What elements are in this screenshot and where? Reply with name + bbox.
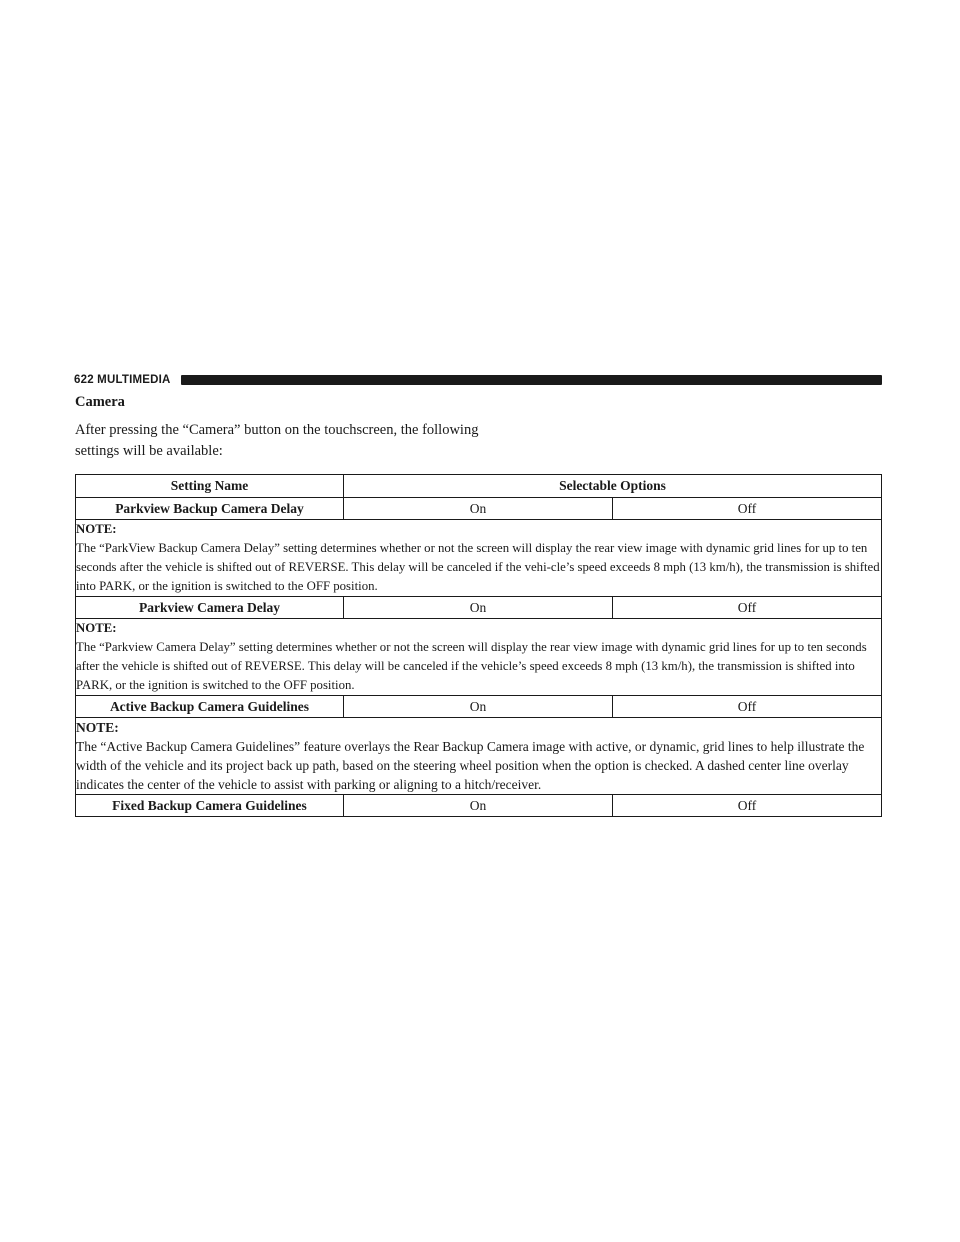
page-header <box>74 372 882 388</box>
note-label: NOTE: <box>76 621 117 635</box>
table-row <box>76 597 882 619</box>
table-header-row <box>76 475 882 498</box>
section-title: Camera <box>75 394 125 410</box>
option-on: On <box>344 597 613 619</box>
settings-table <box>75 474 882 817</box>
note-row <box>76 619 882 696</box>
option-on: On <box>344 696 613 718</box>
setting-name: Active Backup Camera Guidelines <box>76 696 344 718</box>
header-rule <box>181 375 882 385</box>
setting-name: Parkview Camera Delay <box>76 597 344 619</box>
column-header-selectable-options: Selectable Options <box>344 475 882 498</box>
setting-name: Parkview Backup Camera Delay <box>76 498 344 520</box>
option-off: Off <box>613 795 882 817</box>
intro-paragraph: After pressing the “Camera” button on the touchscreen, the following settings will be available: <box>75 422 479 459</box>
option-on: On <box>344 498 613 520</box>
table-row <box>76 498 882 520</box>
option-off: Off <box>613 696 882 718</box>
note-label: NOTE: <box>76 720 119 735</box>
note-label: NOTE: <box>76 522 117 536</box>
option-off: Off <box>613 597 882 619</box>
note-row <box>76 718 882 795</box>
page-number-section: 622 MULTIMEDIA <box>74 374 171 386</box>
option-on: On <box>344 795 613 817</box>
setting-name: Fixed Backup Camera Guidelines <box>76 795 344 817</box>
note-text: The “ParkView Backup Camera Delay” setting determines whether or not the screen will display the rear view image with dynamic grid lines for up to ten seconds after the vehicle is shifted out of REVERSE. This delay will be canceled if the vehi-cle’s speed exceeds 8 mph (13 km/h), the transmission is shifted into PARK, or the ignition is switched to the OFF position. <box>76 541 880 593</box>
note-text: The “Active Backup Camera Guidelines” feature overlays the Rear Backup Camera image with active, or dynamic, grid lines to help illustrate the width of the vehicle and its project back up path, based on the steering wheel position when the option is checked. A dashed center line overlay indicates the center of the vehicle to assist with parking or aligning to a hitch/receiver. <box>76 739 865 792</box>
table-row <box>76 696 882 718</box>
option-off: Off <box>613 498 882 520</box>
note-row <box>76 520 882 597</box>
table-row <box>76 795 882 817</box>
column-header-setting-name: Setting Name <box>76 475 344 498</box>
note-text: The “Parkview Camera Delay” setting determines whether or not the screen will display the rear view image with dynamic grid lines for up to ten seconds after the vehicle is shifted out of REVERSE. This delay will be canceled if the vehicle’s speed exceeds 8 mph (13 km/h), the transmission is shifted into PARK, or the ignition is switched to the OFF position. <box>76 640 867 692</box>
